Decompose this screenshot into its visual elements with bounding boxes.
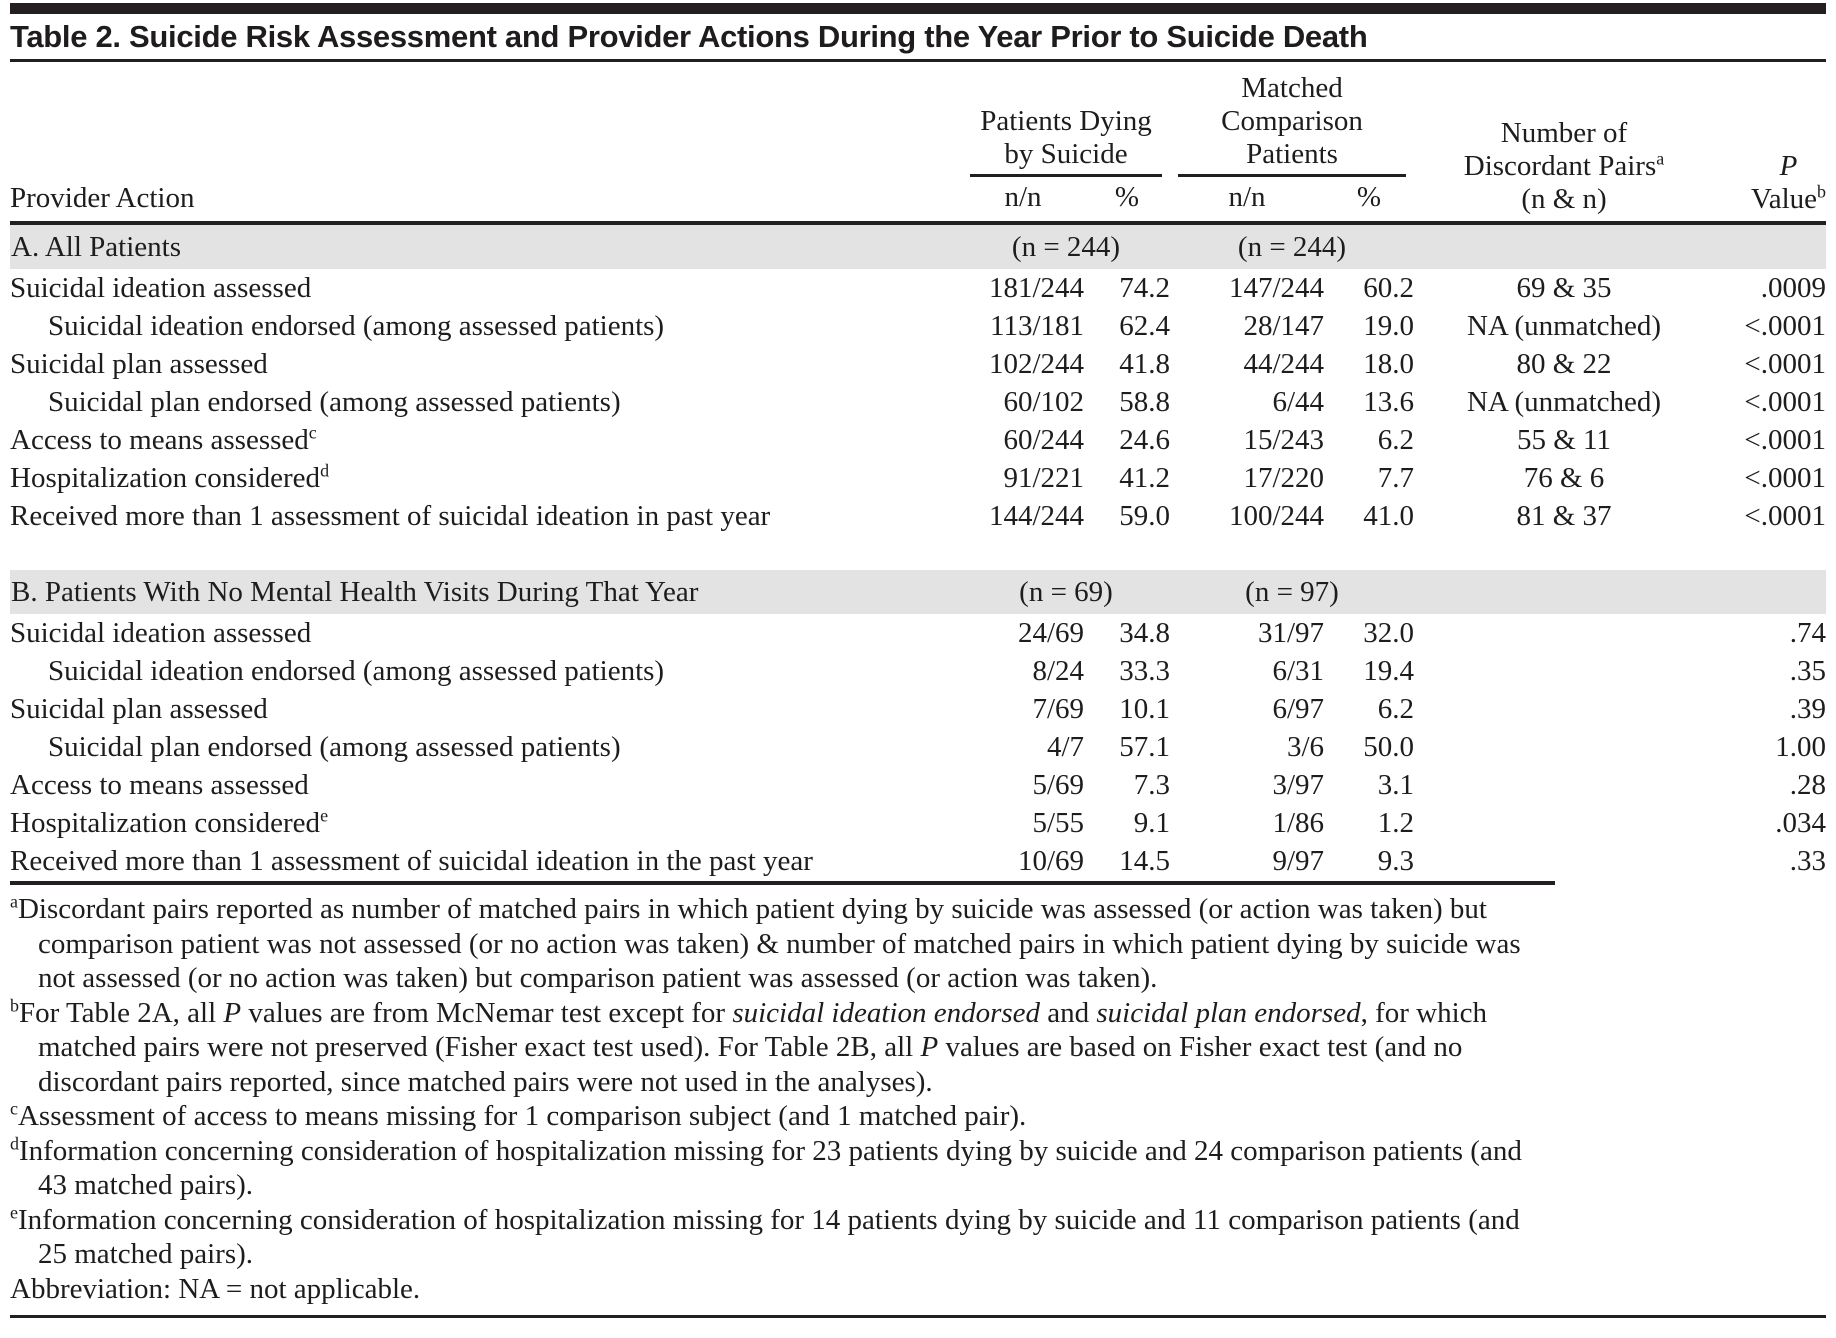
table-row [10,690,1826,728]
discordant-pairs: 80 & 22 [1516,347,1612,380]
discordant-pairs [1414,842,1714,880]
footnote-d-marker: d [10,1132,19,1153]
comparison-pct: 41.0 [1363,499,1414,532]
row-label: Suicidal plan assessed [10,692,268,725]
top-rule-bar [10,3,1826,14]
row-label: Received more than 1 assessment of suicidal ideation in the past year [10,844,813,877]
suicide-pct: 24.6 [1119,423,1170,456]
p-value: .28 [1789,768,1826,801]
provider-action-header: Provider Action [10,62,962,223]
comparison-n-n: 1/86 [1272,806,1324,839]
discordant-pairs: 55 & 11 [1517,423,1611,456]
discordant-pairs-subheader: (n & n) [1521,183,1607,215]
p-value: <.0001 [1744,499,1826,532]
suicide-pct: 9.1 [1133,806,1170,839]
suicide-pct: 74.2 [1119,271,1170,304]
suicide-group-header [962,62,1170,177]
footnote-c-marker: c [10,1098,18,1119]
suicide-pct-col-header: % [1084,177,1170,223]
discordant-pairs [1414,766,1714,804]
comparison-n-n: 3/97 [1272,768,1324,801]
footnote-marker-a: a [1656,148,1665,169]
section-b [10,570,1826,880]
p-value: .74 [1789,616,1826,649]
section-a-n-suicide: (n = 244) [962,223,1170,269]
row-label: Access to means assessed [10,768,309,801]
section-b-title: B. Patients With No Mental Health Visits During That Year [10,570,962,614]
comparison-pct: 9.3 [1377,844,1414,877]
paper-table-page [0,3,1836,1318]
comparison-nn-col-header: n/n [1170,177,1324,223]
section-a-n-comparison: (n = 244) [1170,223,1414,269]
discordant-pairs-header: Number of Discordant Pairs$^a$ (n & n) [1414,62,1714,223]
comparison-group-line2: Comparison [1221,105,1363,137]
table-row [10,652,1826,690]
comparison-pct: 3.1 [1377,768,1414,801]
comparison-group-line1: Matched [1241,72,1343,104]
table-row [10,345,1826,383]
table-row [10,804,1826,842]
comparison-pct: 60.2 [1363,271,1414,304]
table-row [10,766,1826,804]
comparison-pct-col-header: % [1324,177,1414,223]
suicide-n-n: 5/55 [1032,806,1084,839]
footnote-c-text: Assessment of access to means missing for 1 comparison subject (and 1 matched pair). [17,1100,1027,1132]
comparison-n-n: 6/97 [1272,692,1324,725]
footnote-b: $^b$For Table 2A, all P values are from McNemar test except for suicidal ideation endorsed and suicidal plan endorsed, for which matched pairs were not preserved (Fisher exact test used). For Table 2B, all P values are based on Fisher exact test (and no discordant pairs reported, since matched pairs were not used in the analyses). [10,994,1488,1098]
p-value: <.0001 [1744,423,1826,456]
comparison-pct: 1.2 [1377,806,1414,839]
row-label: Hospitalization considered$^d$ [10,459,330,494]
suicide-pct: 59.0 [1119,499,1170,532]
suicide-n-n: 4/7 [1046,730,1084,763]
comparison-n-n: 31/97 [1257,616,1324,649]
p-value: .35 [1789,654,1826,687]
comparison-n-n: 15/243 [1243,423,1324,456]
table-row [10,269,1826,307]
table-header [10,62,1826,223]
footnote-d-text: Information concerning consideration of hospitalization missing for 23 patients dying by suicide and 24 comparison patients (and 43 matched pairs). [18,1134,1522,1201]
p-value: <.0001 [1744,461,1826,494]
row-label: Suicidal ideation assessed [10,271,312,304]
table-row [10,497,1826,535]
suicide-n-n: 144/244 [988,499,1084,532]
suicide-group-line1: Patients Dying [980,105,1152,137]
comparison-n-n: 3/6 [1286,730,1324,763]
comparison-n-n: 9/97 [1272,844,1324,877]
table-title: Table 2. Suicide Risk Assessment and Provider Actions During the Year Prior to Suicide Death [10,14,1826,62]
table-row [10,307,1826,345]
row-label: Suicidal plan endorsed (among assessed patients) [48,730,621,763]
comparison-pct: 18.0 [1363,347,1414,380]
table-footnotes [10,881,1555,1306]
comparison-pct: 7.7 [1377,461,1414,494]
suicide-n-n: 60/102 [1003,385,1084,418]
row-label: Suicidal ideation endorsed (among assessed patients) [48,654,665,687]
table-row [10,842,1826,880]
suicide-pct: 7.3 [1133,768,1170,801]
p-value: <.0001 [1744,385,1826,418]
suicide-pct: 57.1 [1119,730,1170,763]
discordant-pairs [1414,804,1714,842]
p-value: .034 [1775,806,1826,839]
suicide-pct: 62.4 [1119,309,1170,342]
section-b-header-filler [1414,570,1826,614]
suicide-pct: 58.8 [1119,385,1170,418]
suicide-n-n: 8/24 [1032,654,1084,687]
comparison-pct: 32.0 [1363,616,1414,649]
p-value: <.0001 [1744,347,1826,380]
suicide-n-n: 60/244 [1003,423,1084,456]
section-a-title: A. All Patients [10,223,962,269]
suicide-n-n: 24/69 [1017,616,1084,649]
suicide-n-n: 181/244 [988,271,1084,304]
discordant-pairs: 69 & 35 [1516,271,1612,304]
footnote-e-text: Information concerning consideration of hospitalization missing for 14 patients dying by suicide and 11 comparison patients (and 25 matched pairs). [17,1203,1520,1270]
discordant-pairs: NA (unmatched) [1466,309,1662,342]
comparison-n-n: 100/244 [1228,499,1324,532]
suicide-pct: 10.1 [1119,692,1170,725]
row-label: Suicidal plan assessed [10,347,268,380]
comparison-n-n: 6/44 [1272,385,1324,418]
suicide-n-n: 7/69 [1032,692,1084,725]
p-value: 1.00 [1775,730,1826,763]
discordant-pairs [1414,690,1714,728]
suicide-pct: 41.2 [1119,461,1170,494]
table-row [10,614,1826,652]
discordant-pairs: 76 & 6 [1523,461,1605,494]
suicide-n-n: 10/69 [1017,844,1084,877]
comparison-pct: 19.0 [1363,309,1414,342]
p-value: <.0001 [1744,309,1826,342]
row-label: Suicidal plan endorsed (among assessed patients) [48,385,621,418]
comparison-n-n: 6/31 [1272,654,1324,687]
comparison-pct: 6.2 [1377,692,1414,725]
abbreviation-note: Abbreviation: NA = not applicable. [10,1272,421,1305]
discordant-pairs [1414,614,1714,652]
suicide-pct: 33.3 [1119,654,1170,687]
section-b-header-row [10,570,1826,614]
suicide-pct: 34.8 [1119,616,1170,649]
footnote-e-marker: e [10,1201,18,1222]
row-label: Hospitalization considered$^e$ [10,804,329,839]
suicide-pct: 14.5 [1119,844,1170,877]
section-a-header-row [10,223,1826,269]
suicide-pct: 41.8 [1119,347,1170,380]
footnote-c [10,1099,1555,1134]
discordant-pairs: NA (unmatched) [1466,385,1662,418]
section-a-header-filler [1414,223,1826,269]
discordant-pairs [1414,728,1714,766]
suicide-n-n: 91/221 [1003,461,1084,494]
p-value: .39 [1789,692,1826,725]
comparison-pct: 50.0 [1363,730,1414,763]
p-value: .33 [1789,844,1826,877]
comparison-pct: 19.4 [1363,654,1414,687]
suicide-group-line2: by Suicide [1004,138,1128,170]
section-spacer [10,535,1826,570]
table-2 [10,62,1826,880]
suicide-nn-col-header: n/n [962,177,1084,223]
p-value-header: P Value$^b$ [1714,62,1826,223]
section-b-n-suicide: (n = 69) [962,570,1170,614]
comparison-group-line3: Patients [1246,138,1338,170]
footnote-a-text: Discordant pairs reported as number of matched pairs in which patient dying by suicide was assessed (or action was taken) but comparison patient was not assessed (or no action was taken) & number of matched pairs in which patient dying by suicide was not assessed (or no action was taken) but comparison patient was assessed (or action was taken). [17,893,1521,994]
suicide-n-n: 102/244 [988,347,1084,380]
footnote-a [10,892,1555,996]
comparison-pct: 13.6 [1363,385,1414,418]
row-label: Received more than 1 assessment of suicidal ideation in past year [10,499,771,532]
comparison-group-header [1170,62,1414,177]
row-label: Suicidal ideation assessed [10,616,312,649]
table-row [10,459,1826,497]
comparison-n-n: 44/244 [1243,347,1324,380]
row-label: Suicidal ideation endorsed (among assessed patients) [48,309,665,342]
section-b-n-comparison: (n = 97) [1170,570,1414,614]
table-row [10,728,1826,766]
footnote-a-marker: a [10,891,18,912]
discordant-pairs: 81 & 37 [1516,499,1612,532]
discordant-pairs [1414,652,1714,690]
bottom-rule-bar [10,1315,1826,1318]
row-label: Access to means assessed$^c$ [10,421,317,456]
suicide-n-n: 5/69 [1032,768,1084,801]
comparison-n-n: 147/244 [1228,271,1324,304]
section-a [10,223,1826,535]
footnote-marker-b: b [1817,181,1826,202]
table-row [10,383,1826,421]
comparison-n-n: 28/147 [1243,309,1324,342]
table-row [10,421,1826,459]
p-value: .0009 [1760,271,1826,304]
footnote-b-marker: b [10,994,19,1015]
comparison-pct: 6.2 [1377,423,1414,456]
comparison-n-n: 17/220 [1243,461,1324,494]
suicide-n-n: 113/181 [990,309,1084,342]
footnote-e [10,1203,1555,1272]
footnote-d [10,1134,1555,1203]
